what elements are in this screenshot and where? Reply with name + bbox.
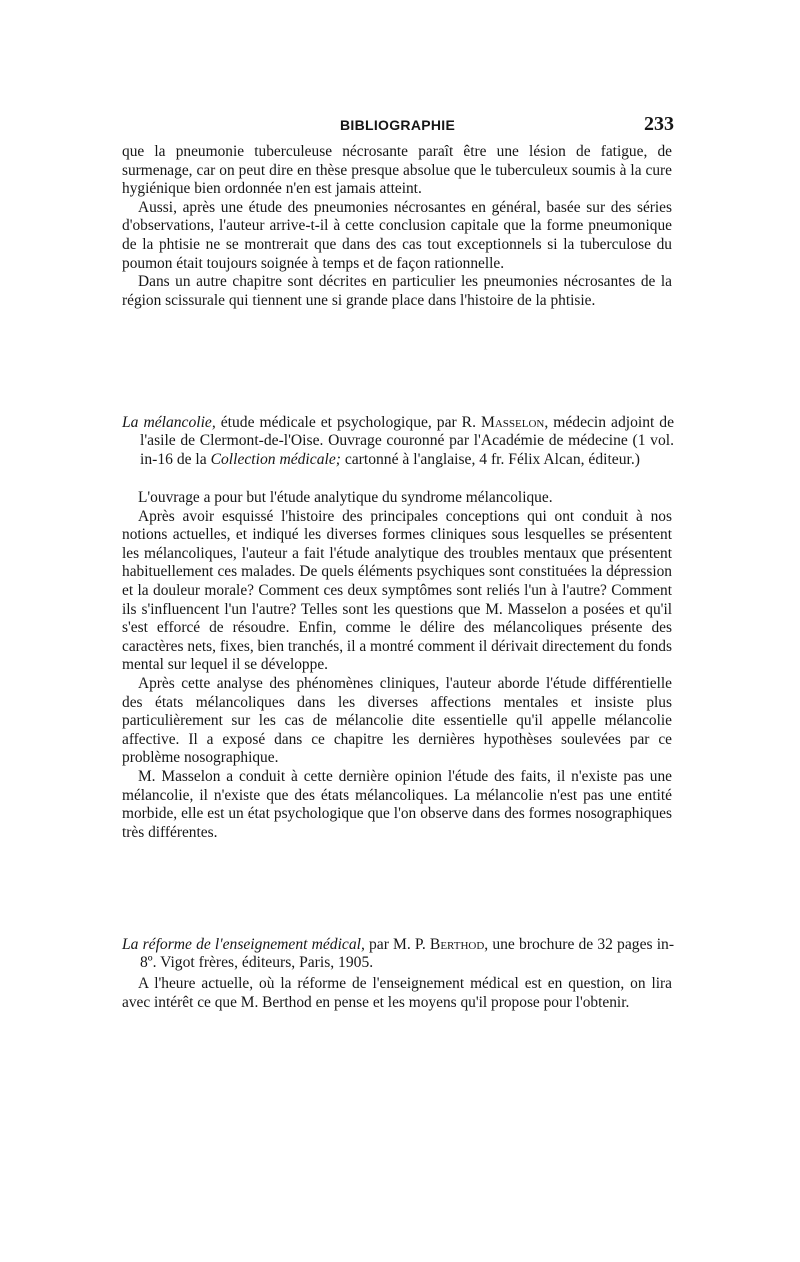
review1-paragraph-1: L'ouvrage a pour but l'étude analytique du syndrome mélancolique. [138, 489, 553, 506]
review-melancolie-body [122, 489, 672, 842]
page-header [122, 113, 674, 143]
review1-author-name: Masselon, [480, 413, 549, 431]
review1-author-initial: R. [461, 413, 476, 431]
review-melancolie-heading [122, 398, 674, 486]
page-number: 233 [644, 113, 674, 135]
continuation-paragraph-2: Aussi, après une étude des pneumonies nécrosantes en général, basée sur des séries d'observations, l'auteur arrive-t-il à cette conclusion capitale que la forme pneumonique de la phtisie ne se montrerait que dans des cas tout exceptionnels si la tuberculose du poumon était toujours soignée à temps et de façon rationnelle. [122, 198, 672, 272]
review2-author-name: Berthod, [429, 935, 489, 953]
review2-paragraph-1: A l'heure actuelle, où la réforme de l'enseignement médical est en question, on lira avec intérêt ce que M. Berthod en pense et les moyens qu'il propose pour l'obtenir. [122, 975, 672, 1011]
review2-title: La réforme de l'enseignement médical, [122, 935, 365, 953]
review2-author-prefix: par M. P. [369, 935, 426, 953]
continuation-section [122, 143, 672, 310]
review1-details: médecin adjoint de l'asile de Clermont-de-l'Oise. Ouvrage couronné par l'Académie de médecine (1 vol. in-16 de la [140, 413, 675, 469]
continuation-paragraph-1: que la pneumonie tuberculeuse nécrosante paraît être une lésion de fatigue, de surmenage, car on peut dire en thèse presque absolue que le tuberculeux soumis à la cure hygiénique bien ordonnée n'en est jamais atteint. [122, 143, 672, 198]
review2-details: une brochure de 32 pages in-8º. Vigot frères, éditeurs, Paris, 1905. [140, 935, 675, 972]
review1-publisher: cartonné à l'anglaise, 4 fr. Félix Alcan, éditeur.) [344, 451, 640, 469]
review1-paragraph-3: Après cette analyse des phénomènes cliniques, l'auteur aborde l'étude différentielle des états mélancoliques dans les diverses affections mentales et insiste plus particulièrement sur les cas de mélancolie dite essentielle qu'il appelle mélancolie affective. Il a exposé dans ce chapitre les dernières hypothèses soulevées par ce problème nosographique. [122, 674, 672, 767]
review1-subtitle: étude médicale et psychologique, par [220, 413, 457, 431]
continuation-paragraph-3: Dans un autre chapitre sont décrites en particulier les pneumonies nécrosantes de la région scissurale qui tiennent une si grande place dans l'histoire de la phtisie. [122, 273, 672, 309]
review1-collection: Collection médicale; [210, 451, 341, 469]
review1-paragraph-4: M. Masselon a conduit à cette dernière opinion l'étude des faits, il n'existe pas une mélancolie, il n'existe que des états mélancoliques. La mélancolie n'est pas une entité morbide, elle est un état psychologique que l'on observe dans des formes nosographiques très différentes. [122, 767, 672, 841]
review1-title: La mélancolie, [122, 413, 216, 431]
review1-paragraph-2: Après avoir esquissé l'histoire des principales conceptions qui ont conduit à nos notions actuelles, et indiqué les diverses formes cliniques sous lesquelles se présentent les mélancoliques, l'auteur a fait l'étude analytique des troubles mentaux que présentent habituellement ces malades. De quels éléments psychiques sont constituées la dépression et la douleur morale? Comment ces deux symptômes sont reliés l'un à l'autre? Comment ils s'influencent l'un l'autre? Telles sont les questions que M. Masselon a posées et qu'il s'est efforcé de résoudre. Enfin, comme le délire des mélancoliques présente des caractères nets, fixes, bien tranchés, il a montré comment il dérivait directement du fonds mental sur lequel il se développe. [122, 507, 672, 674]
review-reforme-body [122, 975, 672, 1012]
running-title: BIBLIOGRAPHIE [340, 117, 456, 133]
